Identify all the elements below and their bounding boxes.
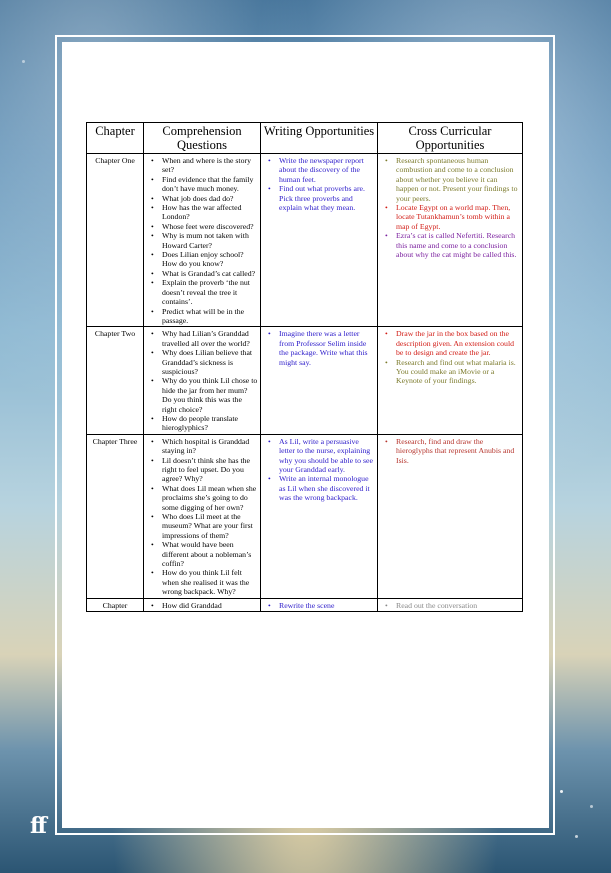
list-item: • Ezra’s cat is called Nefertiti. Research this name and come to a conclusion about why the cat might be called this. <box>380 231 520 259</box>
list-item: • Why is mum not taken with Howard Carter? <box>146 231 258 250</box>
comprehension-cell <box>144 434 261 598</box>
list-item: • What does Lil mean when she proclaims she’s going to do some digging of her own? <box>146 484 258 512</box>
header-cross-curricular: Cross Curricular Opportunities <box>378 123 523 154</box>
list-item: • Research, find and draw the hieroglyphs that represent Anubis and Isis. <box>380 437 520 465</box>
list-item: • Explain the proverb ‘the nut doesn’t reveal the tree it contains’. <box>146 278 258 306</box>
sparkle-decoration <box>22 60 25 63</box>
cross-curricular-cell <box>378 598 523 611</box>
list-item: • Imagine there was a letter from Professor Selim inside the package. Write what this might say. <box>263 329 375 367</box>
header-chapter: Chapter <box>87 123 144 154</box>
list-item: • Lil doesn’t think she has the right to feel upset. Do you agree? Why? <box>146 456 258 484</box>
writing-cell <box>261 598 378 611</box>
list-item: • Research and find out what malaria is. You could make an iMovie or a Keynote of your findings. <box>380 358 520 386</box>
sparkle-decoration <box>590 805 593 808</box>
list-item: • How do people translate hieroglyphics? <box>146 414 258 433</box>
list-item: • How do you think Lil felt when she realised it was the wrong backpack. Why? <box>146 568 258 596</box>
list-item: • Does Lilian enjoy school? How do you know? <box>146 250 258 269</box>
list-item: • How has the war affected London? <box>146 203 258 222</box>
list-item: • Why does Lilian believe that Granddad’s sickness is suspicious? <box>146 348 258 376</box>
sparkle-decoration <box>575 835 578 838</box>
list-item: • Predict what will be in the passage. <box>146 307 258 326</box>
comprehension-cell <box>144 327 261 434</box>
list-item: • Read out the conversation <box>380 601 520 610</box>
chapter-cell: Chapter <box>87 598 144 611</box>
list-item: • Whose feet were discovered? <box>146 222 258 231</box>
chapter-cell: Chapter Three <box>87 434 144 598</box>
list-item: • Write an internal monologue as Lil when she discovered it was the wrong backpack. <box>263 474 375 502</box>
list-item: • What would have been different about a nobleman’s coffin? <box>146 540 258 568</box>
activities-table <box>86 122 523 612</box>
writing-cell <box>261 327 378 434</box>
list-item: • Find out what proverbs are. Pick three proverbs and explain what they mean. <box>263 184 375 212</box>
list-item: • As Lil, write a persuasive letter to the nurse, explaining why you should be able to see your Granddad early. <box>263 437 375 475</box>
list-item: • Locate Egypt on a world map. Then, locate Tutankhamun’s tomb within a map of Egypt. <box>380 203 520 231</box>
list-item: • Rewrite the scene <box>263 601 375 610</box>
table-row <box>87 598 523 611</box>
writing-cell <box>261 434 378 598</box>
list-item: • Research spontaneous human combustion and come to a conclusion about whether you believe it can happen or not. Present your findings to your peers. <box>380 156 520 203</box>
list-item: • Draw the jar in the box based on the description given. An extension could be to design and create the jar. <box>380 329 520 357</box>
table-row <box>87 327 523 434</box>
sparkle-decoration <box>560 790 563 793</box>
comprehension-cell <box>144 598 261 611</box>
list-item: • Which hospital is Granddad staying in? <box>146 437 258 456</box>
list-item: • Why had Lilian’s Granddad travelled all over the world? <box>146 329 258 348</box>
table-row <box>87 434 523 598</box>
cross-curricular-cell <box>378 434 523 598</box>
list-item: • What job does dad do? <box>146 194 258 203</box>
chapter-cell: Chapter One <box>87 154 144 327</box>
cross-curricular-cell <box>378 154 523 327</box>
header-writing: Writing Opportunities <box>261 123 378 154</box>
header-comprehension: Comprehension Questions <box>144 123 261 154</box>
chapter-cell: Chapter Two <box>87 327 144 434</box>
list-item: • How did Granddad <box>146 601 258 610</box>
list-item: • Write the newspaper report about the discovery of the human feet. <box>263 156 375 184</box>
list-item: • What is Grandad’s cat called? <box>146 269 258 278</box>
list-item: • Find evidence that the family don’t have much money. <box>146 175 258 194</box>
writing-cell <box>261 154 378 327</box>
comprehension-cell <box>144 154 261 327</box>
table-row <box>87 154 523 327</box>
list-item: • Why do you think Lil chose to hide the jar from her mum? Do you think this was the right choice? <box>146 376 258 414</box>
list-item: • Who does Lil meet at the museum? What are your first impressions of them? <box>146 512 258 540</box>
cross-curricular-cell <box>378 327 523 434</box>
list-item: • When and where is the story set? <box>146 156 258 175</box>
table-header-row <box>87 123 523 154</box>
faber-logo: ff <box>30 813 45 839</box>
